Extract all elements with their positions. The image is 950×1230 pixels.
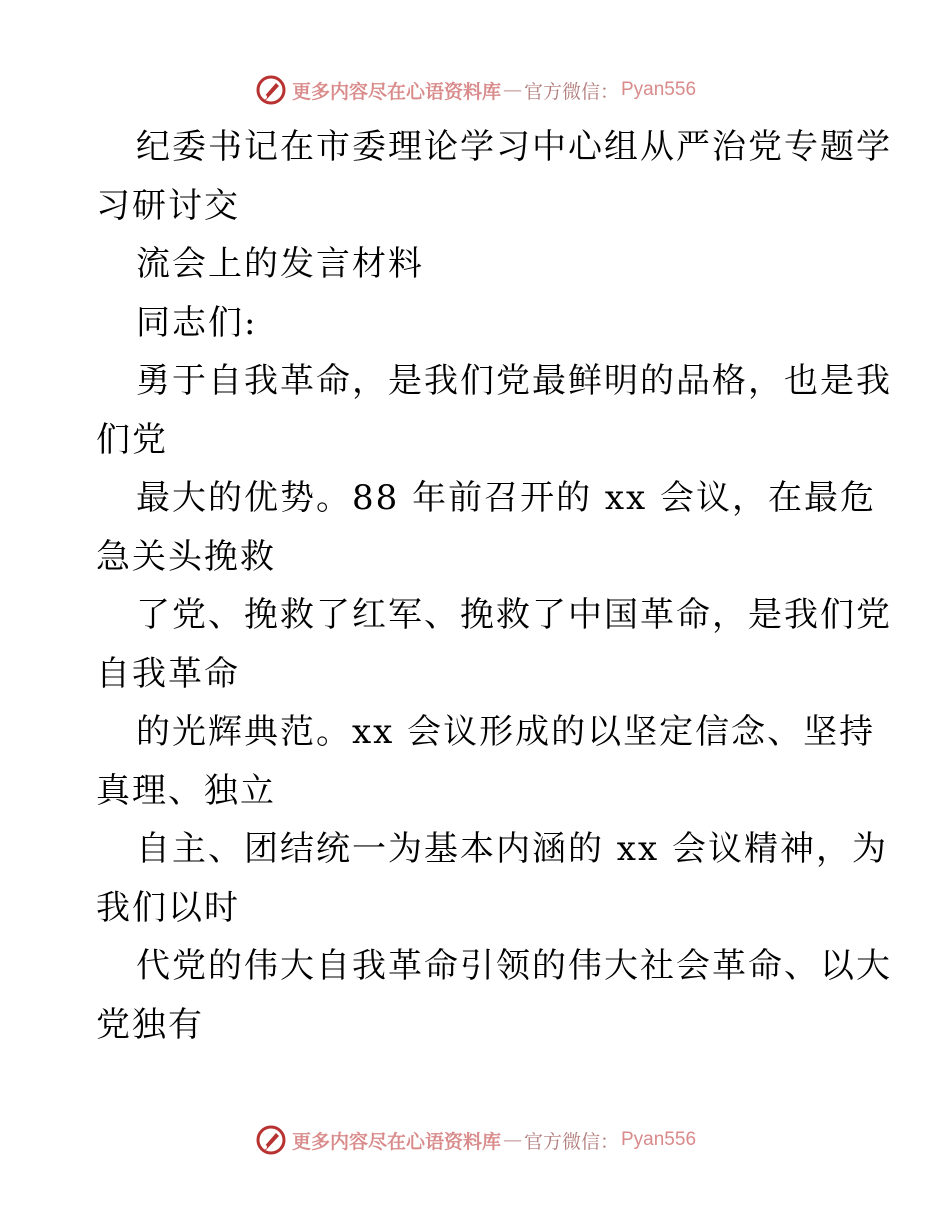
pen-logo-icon	[254, 1123, 288, 1157]
text-line: 的光辉典范。xx 会议形成的以坚定信念、坚持	[136, 712, 876, 752]
banner-wechat-label: 官方微信：	[523, 80, 619, 103]
text-line: 勇于自我革命，是我们党最鲜明的品格，也是我	[136, 361, 892, 401]
document-body	[96, 118, 892, 1054]
text-line: 自我革命	[96, 653, 240, 694]
text-line: 自主、团结统一为基本内涵的 xx 会议精神，为	[136, 829, 888, 869]
header-banner	[0, 70, 950, 110]
banner-site-text: 更多内容尽在心语资料库	[291, 80, 501, 103]
pen-logo-icon	[254, 73, 288, 107]
text-line: 同志们:	[136, 302, 258, 343]
text-line: 们党	[96, 419, 168, 460]
banner-site-text: 更多内容尽在心语资料库	[291, 1130, 501, 1153]
text-line: 真理、独立	[96, 770, 276, 811]
text-line: 代党的伟大自我革命引领的伟大社会革命、以大	[136, 946, 892, 986]
footer-banner	[0, 1120, 950, 1160]
text-line: 了党、挽救了红军、挽救了中国革命，是我们党	[136, 595, 892, 635]
banner-wechat-label: 官方微信：	[523, 1130, 619, 1153]
text-line: 习研讨交	[96, 185, 240, 226]
text-line: 流会上的发言材料	[136, 244, 424, 284]
text-line: 纪委书记在市委理论学习中心组从严治党专题学	[136, 127, 892, 167]
text-line: 急关头挽救	[96, 536, 276, 577]
text-line: 党独有	[96, 1004, 204, 1045]
banner-separator: —	[502, 1129, 522, 1151]
banner-wechat-id: Pyan556	[621, 79, 697, 100]
banner-separator: —	[502, 79, 522, 101]
text-line: 我们以时	[96, 887, 240, 928]
text-line: 最大的优势。88 年前召开的 xx 会议，在最危	[136, 478, 877, 518]
banner-wechat-id: Pyan556	[621, 1129, 697, 1150]
